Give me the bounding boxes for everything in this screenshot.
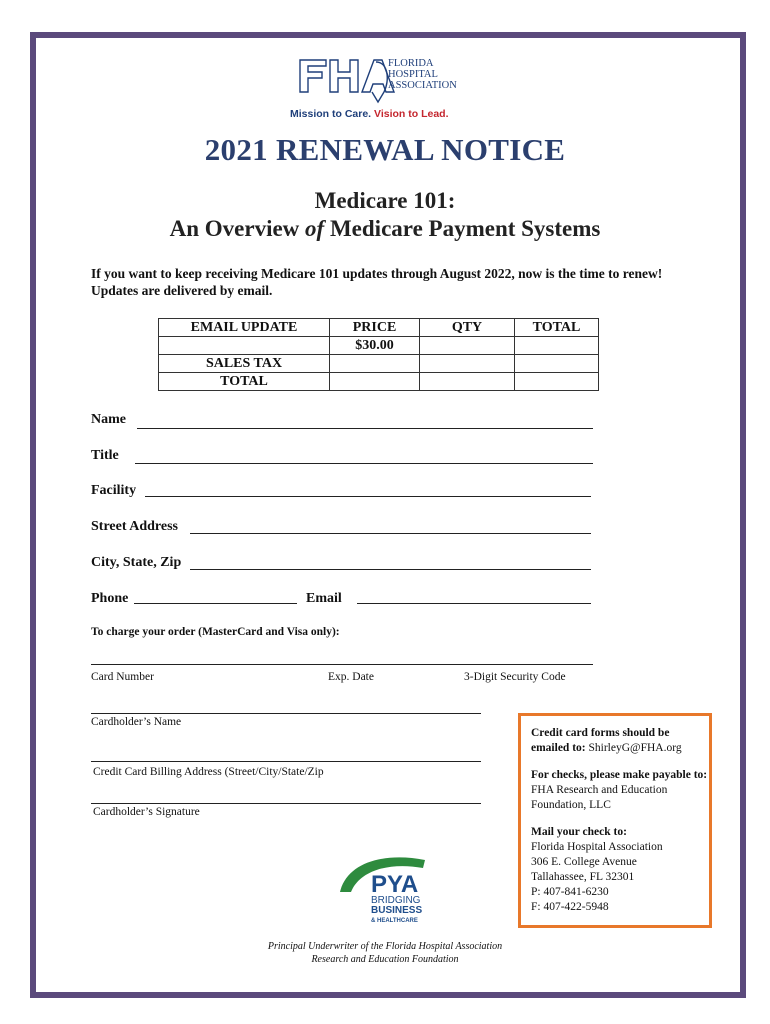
payment-info-box — [518, 713, 712, 928]
cardholder-name-label: Cardholder’s Name — [91, 716, 182, 728]
fax-line: F: 407-422-5948 — [531, 901, 609, 913]
signature-field[interactable] — [91, 803, 481, 804]
sales-tax-label: SALES TAX — [159, 355, 330, 373]
table-row — [159, 355, 599, 373]
table-row — [159, 373, 599, 391]
title-label: Title — [91, 448, 119, 463]
line-total-cell[interactable] — [515, 337, 599, 355]
underwriter-line2: Research and Education Foundation — [311, 954, 459, 965]
credit-note-bold: Credit card forms should be emailed to: — [531, 727, 670, 754]
street-label: Street Address — [91, 519, 178, 534]
signature-label: Cardholder’s Signature — [93, 806, 200, 818]
name-field[interactable] — [137, 428, 593, 429]
order-table — [158, 318, 599, 391]
page-title: 2021 RENEWAL NOTICE — [204, 132, 566, 167]
tagline-mission: Mission to Care. — [290, 108, 372, 120]
subtitle-line1: Medicare 101: — [314, 188, 456, 213]
subtitle-post: Medicare Payment Systems — [324, 216, 601, 241]
phone-field[interactable] — [134, 603, 297, 604]
facility-field[interactable] — [145, 496, 591, 497]
grand-total-cell[interactable] — [515, 373, 599, 391]
exp-date-label: Exp. Date — [328, 671, 374, 683]
credit-card-note — [531, 726, 709, 756]
facility-label: Facility — [91, 483, 137, 498]
header-qty: QTY — [420, 319, 515, 337]
sales-tax-cell[interactable] — [515, 355, 599, 373]
pya-line-healthcare: & HEALTHCARE — [371, 918, 418, 924]
card-line[interactable] — [91, 664, 593, 665]
email-label: Email — [306, 591, 342, 606]
checks-payee: FHA Research and Education Foundation, LLC — [531, 784, 668, 811]
checks-note-bold: For checks, please make payable to: — [531, 769, 708, 781]
fha-logo-mark — [280, 52, 490, 112]
logo-line-association: ASSOCIATION — [388, 80, 457, 91]
security-code-label: 3-Digit Security Code — [464, 671, 566, 683]
phone-label: Phone — [91, 591, 129, 606]
name-label: Name — [91, 412, 126, 427]
city-field[interactable] — [190, 569, 591, 570]
pya-logo — [335, 852, 435, 932]
checks-note — [531, 768, 709, 813]
grand-total-label: TOTAL — [159, 373, 330, 391]
city-label: City, State, Zip — [91, 555, 182, 570]
billing-address-label: Credit Card Billing Address (Street/City/State/Zip — [93, 766, 324, 778]
email-field[interactable] — [357, 603, 591, 604]
price-cell: $30.00 — [330, 337, 420, 355]
cardholder-name-field[interactable] — [91, 713, 481, 714]
pya-line-business: BUSINESS — [371, 905, 423, 916]
address-line: Tallahassee, FL 32301 — [531, 871, 635, 883]
logo-line-florida: FLORIDA — [388, 58, 434, 69]
title-field[interactable] — [135, 463, 593, 464]
card-number-label: Card Number — [91, 671, 154, 683]
header-price: PRICE — [330, 319, 420, 337]
subtitle-italic: of — [305, 216, 325, 241]
fha-logo-text — [388, 58, 457, 91]
underwriter-note — [0, 940, 770, 966]
email-update-cell — [159, 337, 330, 355]
subtitle-line2 — [0, 216, 770, 242]
intro-text: If you want to keep receiving Medicare 101 updates through August 2022, now is the time to renew! Updates are delivered by email. — [91, 266, 663, 298]
pya-wordmark: PYA — [371, 871, 419, 894]
logo-line-hospital: HOSPITAL — [388, 69, 438, 80]
table-row — [159, 337, 599, 355]
subtitle-pre: An Overview — [169, 216, 306, 241]
header-total: TOTAL — [515, 319, 599, 337]
logo-tagline — [290, 108, 449, 120]
credit-email-link[interactable]: ShirleyG@FHA.org — [588, 742, 682, 754]
tagline-vision: Vision to Lead. — [374, 108, 449, 120]
phone-line: P: 407-841-6230 — [531, 886, 609, 898]
table-header-row — [159, 319, 599, 337]
pya-line-bridging: BRIDGING — [371, 895, 421, 906]
qty-cell[interactable] — [420, 337, 515, 355]
underwriter-line1: Principal Underwriter of the Florida Hospital Association — [267, 941, 503, 952]
address-line: Florida Hospital Association — [531, 841, 663, 853]
header-email-update: EMAIL UPDATE — [159, 319, 330, 337]
address-line: 306 E. College Avenue — [531, 856, 637, 868]
mail-heading: Mail your check to: — [531, 826, 627, 838]
payment-heading: To charge your order (MasterCard and Visa only): — [91, 626, 340, 638]
street-field[interactable] — [190, 533, 591, 534]
billing-address-field[interactable] — [91, 761, 481, 762]
pya-arc-icon — [335, 852, 435, 894]
